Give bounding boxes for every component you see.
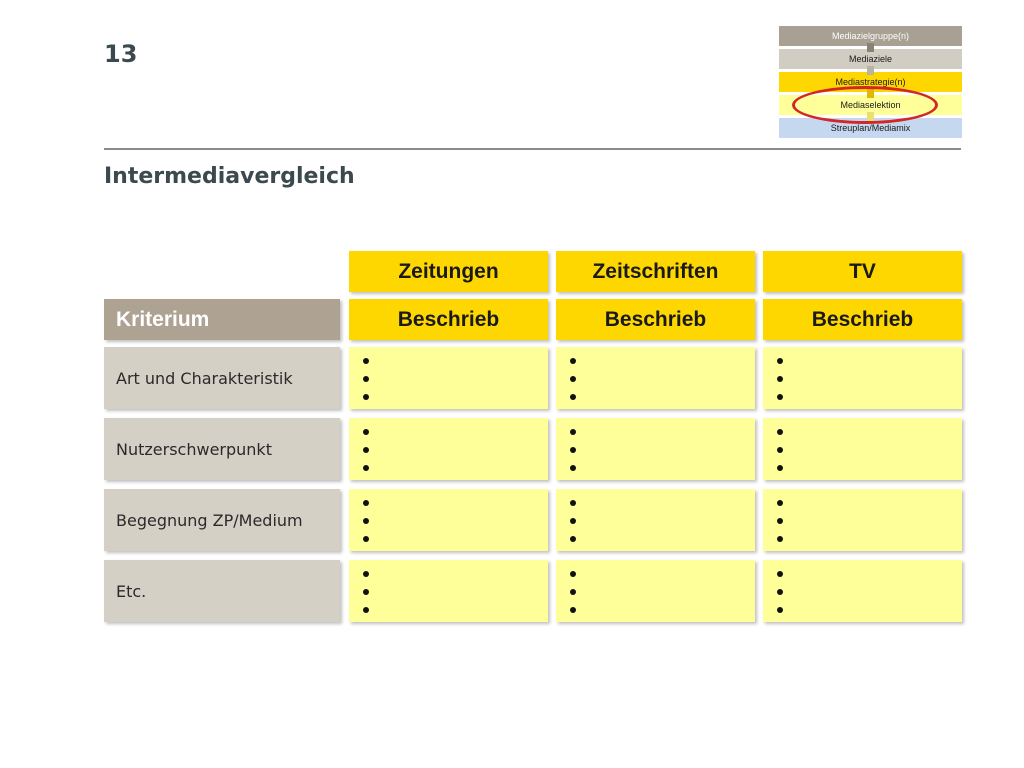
cell-tv-nutzer — [763, 418, 962, 480]
bullet-item — [775, 531, 962, 549]
bullet-item — [568, 424, 755, 442]
connector-arrow — [867, 66, 874, 75]
cell-tv-art — [763, 347, 962, 409]
header-kriterium: Kriterium — [104, 299, 340, 340]
bullet-item — [361, 566, 548, 584]
media-process-diagram — [779, 26, 962, 141]
bullet-item — [568, 531, 755, 549]
bullet-item — [361, 442, 548, 460]
bullet-item — [568, 584, 755, 602]
header-zeitungen: Zeitungen — [349, 251, 548, 292]
connector-arrow — [867, 43, 874, 52]
bullet-item — [775, 442, 962, 460]
bullet-item — [775, 495, 962, 513]
slide-title: Intermediavergleich — [104, 164, 355, 189]
bullet-item — [775, 389, 962, 407]
bullet-item — [361, 353, 548, 371]
process-step-label: Streuplan/Mediamix — [830, 123, 911, 133]
bullet-list — [361, 424, 548, 478]
header-beschrieb-zeitschriften: Beschrieb — [556, 299, 755, 340]
bullet-item — [361, 602, 548, 620]
bullet-item — [361, 531, 548, 549]
bullet-item — [361, 495, 548, 513]
bullet-list — [568, 495, 755, 549]
cell-zeitschriften-art — [556, 347, 755, 409]
row-label-etc: Etc. — [104, 560, 340, 622]
bullet-item — [361, 460, 548, 478]
bullet-list — [568, 353, 755, 407]
bullet-item — [568, 442, 755, 460]
cell-tv-begegnung — [763, 489, 962, 551]
bullet-item — [775, 584, 962, 602]
bullet-item — [775, 460, 962, 478]
bullet-list — [775, 566, 962, 620]
bullet-item — [568, 389, 755, 407]
row-label-nutzerschwerpunkt: Nutzerschwerpunkt — [104, 418, 340, 480]
process-step-label: Mediazielgruppe(n) — [831, 31, 910, 41]
bullet-item — [361, 513, 548, 531]
bullet-list — [568, 424, 755, 478]
bullet-list — [568, 566, 755, 620]
cell-zeitungen-nutzer — [349, 418, 548, 480]
title-divider — [104, 148, 961, 150]
bullet-item — [568, 371, 755, 389]
bullet-list — [775, 424, 962, 478]
bullet-item — [775, 371, 962, 389]
bullet-item — [775, 602, 962, 620]
cell-zeitungen-etc — [349, 560, 548, 622]
bullet-list — [361, 495, 548, 549]
bullet-item — [775, 353, 962, 371]
cell-zeitungen-art — [349, 347, 548, 409]
bullet-item — [775, 424, 962, 442]
header-beschrieb-zeitungen: Beschrieb — [349, 299, 548, 340]
bullet-item — [775, 566, 962, 584]
bullet-list — [361, 353, 548, 407]
bullet-item — [568, 513, 755, 531]
process-step-label: Mediaziele — [848, 54, 893, 64]
cell-zeitschriften-begegnung — [556, 489, 755, 551]
bullet-list — [775, 353, 962, 407]
cell-zeitschriften-nutzer — [556, 418, 755, 480]
cell-zeitungen-begegnung — [349, 489, 548, 551]
process-step-label: Mediaselektion — [840, 100, 901, 110]
bullet-item — [361, 424, 548, 442]
header-zeitschriften: Zeitschriften — [556, 251, 755, 292]
bullet-item — [568, 495, 755, 513]
row-label-art-charakteristik: Art und Charakteristik — [104, 347, 340, 409]
process-step-label: Mediastrategie(n) — [835, 77, 906, 87]
bullet-item — [361, 584, 548, 602]
row-label-begegnung: Begegnung ZP/Medium — [104, 489, 340, 551]
header-tv: TV — [763, 251, 962, 292]
header-beschrieb-tv: Beschrieb — [763, 299, 962, 340]
bullet-item — [568, 566, 755, 584]
bullet-item — [361, 389, 548, 407]
bullet-list — [361, 566, 548, 620]
bullet-list — [775, 495, 962, 549]
bullet-item — [568, 353, 755, 371]
cell-zeitschriften-etc — [556, 560, 755, 622]
page-number: 13 — [104, 40, 138, 68]
bullet-item — [361, 371, 548, 389]
cell-tv-etc — [763, 560, 962, 622]
bullet-item — [568, 460, 755, 478]
highlight-ellipse — [792, 86, 938, 124]
bullet-item — [568, 602, 755, 620]
bullet-item — [775, 513, 962, 531]
